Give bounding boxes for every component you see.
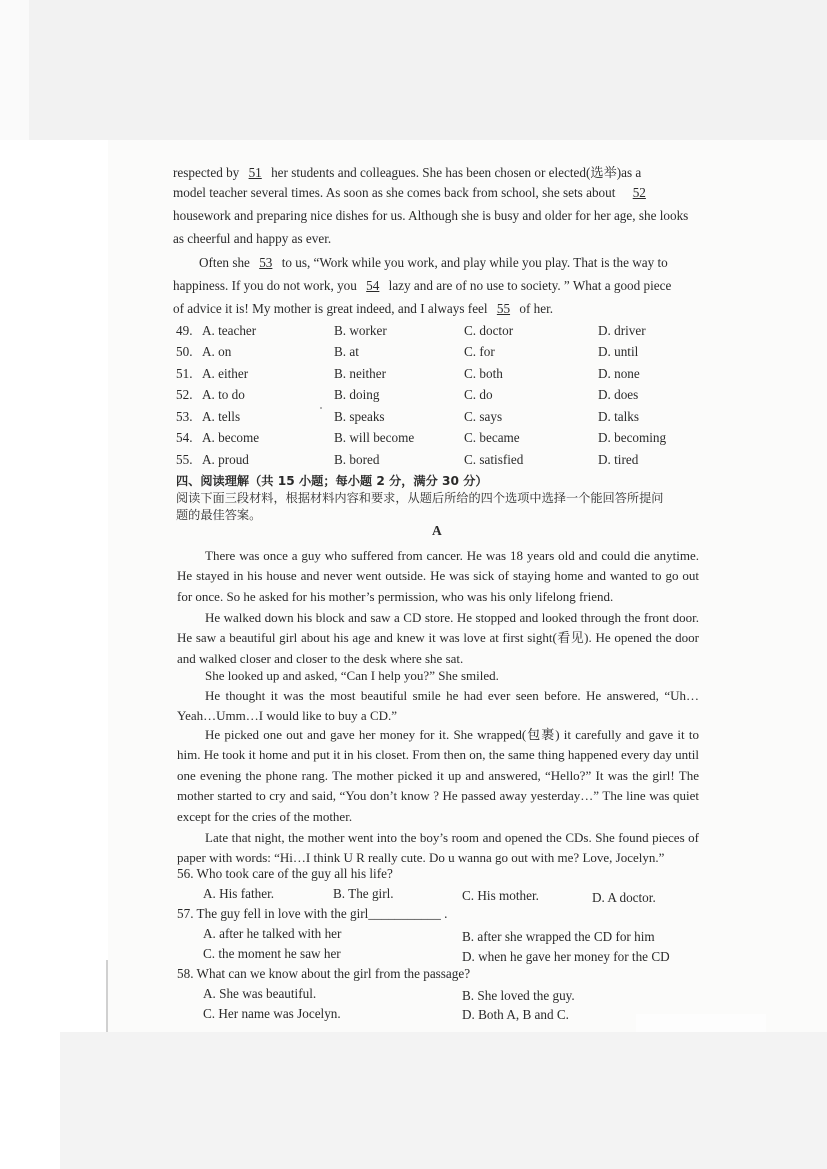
choice-d: D. none [598,366,640,381]
question-option-a: A. His father. [203,886,275,901]
text: her students and colleagues. She has been chosen or elected(选举)as a [271,165,642,180]
choice-c: C. satisfied [464,452,524,467]
choice-b: B. speaks [334,409,385,424]
question-option-c: C. the moment he saw her [203,946,341,961]
choice-b: B. doing [334,387,380,402]
choice-b: B. worker [334,323,387,338]
choice-c: C. became [464,430,520,445]
cloze-line-7 [173,301,553,317]
passage-paragraph: He walked down his block and saw a CD store. He stopped and looked through the front door. He saw a beautiful girl about his age and knew it was love at first sight(看见). He opened the door and walked closer and closer to the desk where she sat. [177,610,699,666]
text: of advice it is! My mother is great indeed, and I always feel [173,301,488,316]
choice-number: 52. [176,387,193,402]
choice-a: A. on [202,344,232,359]
choice-a: A. either [202,366,249,381]
choice-d: D. driver [598,323,646,338]
question-option-c: C. His mother. [462,888,539,903]
choice-c: C. both [464,366,503,381]
question-option-d: D. Both A, B and C. [462,1007,569,1022]
blank-55: 55 [496,301,511,316]
scan-patch [636,1014,766,1032]
passage-paragraph: There was once a guy who suffered from cancer. He was 18 years old and could die anytime. He stayed in his house and never went outside. He was sick of staying home and wanted to go out for once. So he asked for his mother’s permission, who was his only lifelong friend. [177,548,699,604]
cloze-line-6 [173,278,671,294]
choice-a: A. to do [202,387,245,402]
section-instruction: 题的最佳答案。 [176,508,262,522]
passage-paragraph: Late that night, the mother went into the boy’s room and opened the CDs. She found pieces of paper with words: “Hi…I think U R really cute. Do u wanna go out with me? Love, Jocelyn.” [177,830,699,866]
question-option-b: B. after she wrapped the CD for him [462,929,655,944]
cloze-line-5 [199,255,668,271]
text: model teacher several times. As soon as she comes back from school, she sets about [173,185,616,200]
page-edge [106,960,108,1032]
choice-number: 51. [176,366,193,381]
question-stem: 57. The guy fell in love with the girl___________ . [177,906,448,921]
question-option-a: A. She was beautiful. [203,986,317,1001]
choice-number: 54. [176,430,193,445]
choice-d: D. talks [598,409,640,424]
choice-number: 50. [176,344,193,359]
text: respected by [173,165,240,180]
scan-margin [0,0,29,140]
section-title: 四、阅读理解（共 15 小题；每小题 2 分，满分 30 分） [176,474,488,488]
scan-background-bottom [60,1032,827,1169]
question-option-a: A. after he talked with her [203,926,342,941]
question-stem: 56. Who took care of the guy all his life? [177,866,393,881]
passage-paragraph: He picked one out and gave her money for it. She wrapped(包裹) it carefully and gave it to him. He took it home and put it in his closet. From then on, the same thing happened every day until one evening the phone rang. The mother picked it up and answered, “Hello?” It was the girl! The mother started to cry and said, “You don’t know ? He passed away yesterday…” The line was quiet except for the cries of the mother. [177,727,699,824]
choice-c: C. says [464,409,503,424]
cloze-line-2 [173,185,660,201]
question-option-d: D. when he gave her money for the CD [462,949,670,964]
choice-d: D. until [598,344,639,359]
choice-number: 53. [176,409,193,424]
text: to us, “Work while you work, and play while you play. That is the way to [281,255,668,270]
text: Often she [199,255,250,270]
choice-d: D. becoming [598,430,667,445]
choice-a: A. teacher [202,323,257,338]
choice-number: 55. [176,452,193,467]
choice-d: D. does [598,387,639,402]
choice-b: B. bored [334,452,380,467]
blank-51: 51 [248,165,262,180]
text: lazy and are of no use to society. ” What a good piece [388,278,672,293]
cloze-line-1 [173,162,641,181]
choice-d: D. tired [598,452,639,467]
text: of her. [519,301,554,316]
cloze-line-3 [173,208,688,224]
scan-background-top [29,0,827,140]
question-option-b: B. She loved the guy. [462,988,575,1003]
choice-a: A. proud [202,452,249,467]
blank-54: 54 [366,278,380,293]
question-option-c: C. Her name was Jocelyn. [203,1006,341,1021]
question-option-d: D. A doctor. [592,890,656,905]
choice-c: C. for [464,344,495,359]
choice-c: C. doctor [464,323,514,338]
choice-a: A. become [202,430,260,445]
choice-b: B. will become [334,430,415,445]
cloze-line-4 [173,231,331,247]
text: housework and preparing nice dishes for us. Although she is busy and older for her age, she looks [173,208,689,223]
passage-paragraph: He thought it was the most beautiful smile he had ever seen before. He answered, “Uh…Yeah…Umm…I would like to buy a CD.” [177,688,699,724]
question-option-b: B. The girl. [333,886,394,901]
blank-52: 52 [632,185,646,200]
passage-label: A [432,523,442,538]
choice-a: A. tells [202,409,241,424]
blank-53: 53 [259,255,273,270]
passage-paragraph: She looked up and asked, “Can I help you?” She smiled. [205,668,499,683]
scan-speck [320,407,322,409]
choice-b: B. neither [334,366,387,381]
section-instruction: 阅读下面三段材料，根据材料内容和要求，从题后所给的四个选项中选择一个能回答所提问 [176,491,664,505]
choice-b: B. at [334,344,359,359]
text: happiness. If you do not work, you [173,278,357,293]
choice-number: 49. [176,323,193,338]
choice-c: C. do [464,387,493,402]
question-stem: 58. What can we know about the girl from the passage? [177,966,471,981]
text: as cheerful and happy as ever. [173,231,332,246]
